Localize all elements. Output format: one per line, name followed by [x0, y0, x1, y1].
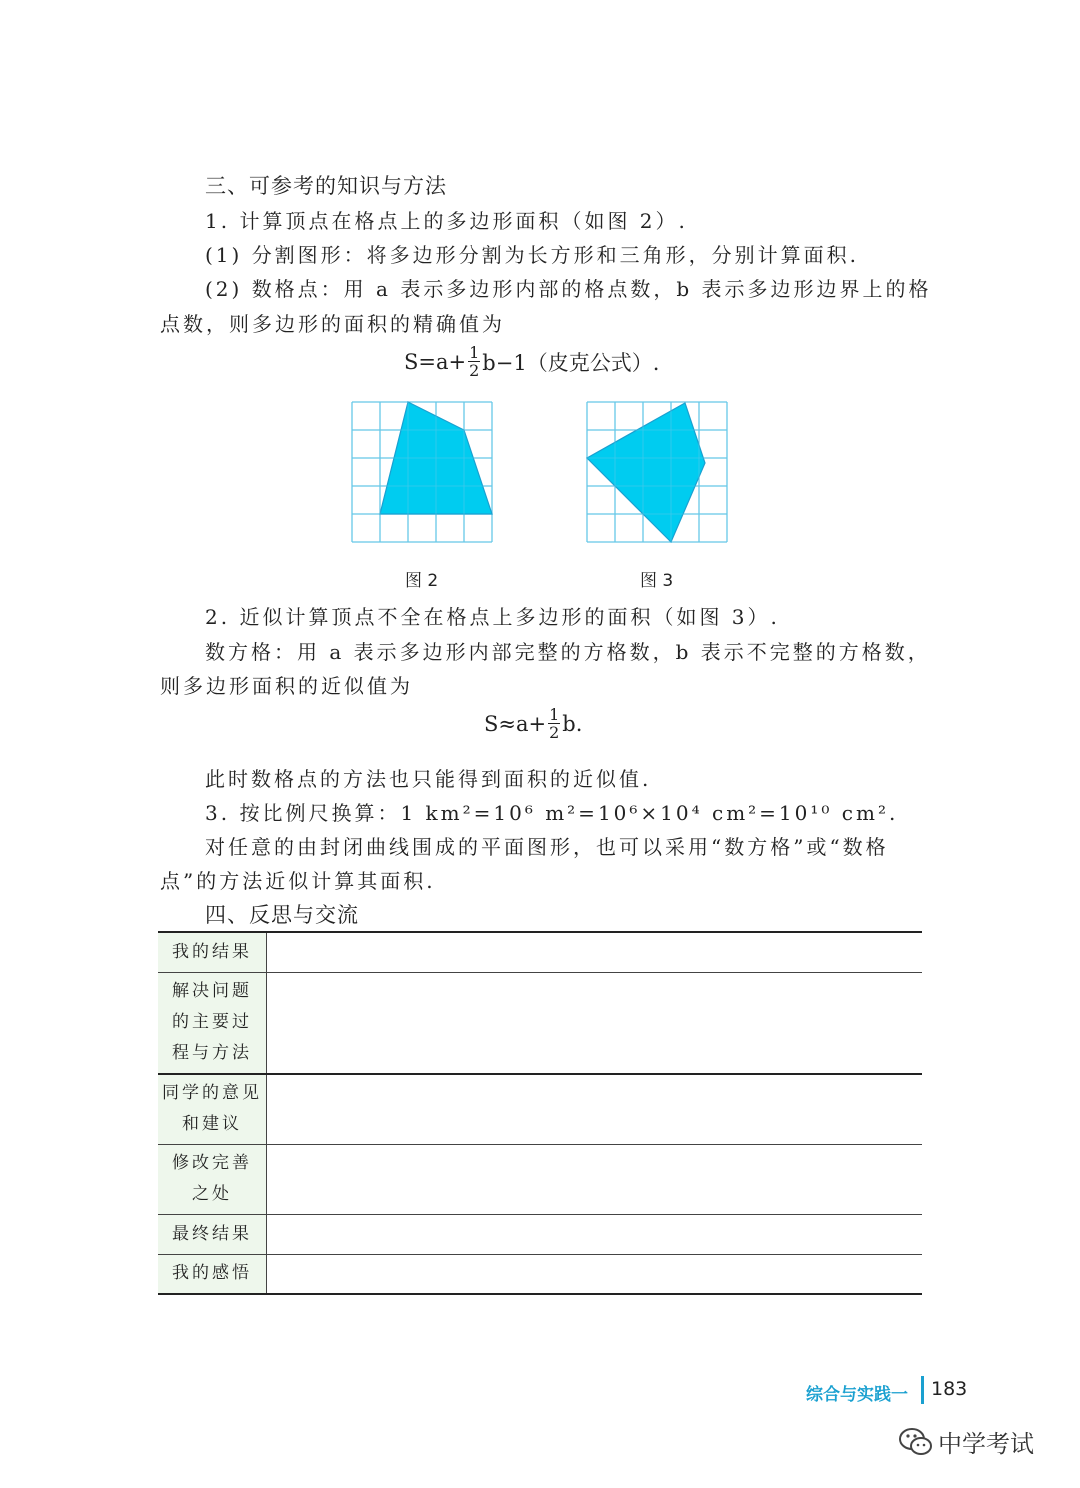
pick-formula-numerator: 1	[469, 343, 480, 362]
item1-sub2-line2: 点数，则多边形的面积的精确值为	[160, 312, 505, 336]
row-label-reflection: 我的感悟	[158, 1254, 267, 1294]
row-answer-final-result[interactable]	[267, 1214, 923, 1254]
pick-formula-rhs: b−1（皮克公式）.	[482, 350, 660, 375]
footer-divider	[921, 1376, 924, 1404]
item1-sub1-text: (1) 分割图形：将多边形分割为长方形和三角形，分别计算面积.	[205, 243, 860, 267]
page-number: 183	[931, 1378, 968, 1400]
figure-3-polygon	[587, 403, 705, 542]
closing-line2: 点”的方法近似计算其面积.	[160, 869, 436, 893]
figure-2-caption: 图 2	[405, 571, 439, 591]
item1-text: 1. 计算顶点在格点上的多边形面积（如图 2）.	[205, 209, 688, 233]
approx-formula-denominator: 2	[549, 723, 560, 742]
row-label-my-result: 我的结果	[158, 932, 267, 972]
figure-2-grid	[350, 400, 494, 544]
figure-3-caption: 图 3	[640, 571, 674, 591]
table-row	[158, 1214, 922, 1254]
watermark	[898, 1424, 1034, 1459]
row-label-peer-feedback: 同学的意见和建议	[158, 1074, 267, 1144]
item2-text: 2. 近似计算顶点不全在格点上多边形的面积（如图 3）.	[205, 605, 780, 629]
approx-formula	[484, 706, 582, 741]
section3-heading: 三、可参考的知识与方法	[205, 174, 447, 198]
item2-note: 此时数格点的方法也只能得到面积的近似值.	[205, 767, 652, 791]
item3-text: 3. 按比例尺换算：1 km²=10⁶ m²=10⁶×10⁴ cm²=10¹⁰ cm².	[205, 801, 899, 825]
item2-line2: 则多边形面积的近似值为	[160, 674, 413, 698]
pick-formula-denominator: 2	[469, 361, 480, 380]
row-answer-my-result[interactable]	[267, 932, 923, 972]
table-row	[158, 1144, 922, 1214]
row-answer-process[interactable]	[267, 972, 923, 1074]
table-row	[158, 932, 922, 972]
table-row	[158, 972, 922, 1074]
item2-line1: 数方格：用 a 表示多边形内部完整的方格数，b 表示不完整的方格数，	[205, 640, 931, 664]
row-answer-peer-feedback[interactable]	[267, 1074, 923, 1144]
approx-formula-rhs: b.	[562, 711, 583, 736]
reflection-table	[158, 931, 922, 1295]
row-answer-improvements[interactable]	[267, 1144, 923, 1214]
footer-section-name: 综合与实践一	[806, 1385, 908, 1405]
pick-formula-fraction	[468, 344, 480, 379]
approx-formula-fraction	[548, 706, 560, 741]
pick-formula	[404, 344, 659, 379]
pick-formula-lhs: S=a+	[404, 349, 467, 374]
row-label-improvements: 修改完善之处	[158, 1144, 267, 1214]
table-row	[158, 1074, 922, 1144]
row-answer-reflection[interactable]	[267, 1254, 923, 1294]
table-row	[158, 1254, 922, 1294]
row-label-final-result: 最终结果	[158, 1214, 267, 1254]
item1-sub2-line1: (2) 数格点：用 a 表示多边形内部的格点数，b 表示多边形边界上的格	[205, 277, 932, 301]
wechat-icon	[898, 1427, 934, 1457]
figure-3-grid	[585, 400, 729, 544]
watermark-text: 中学考试	[938, 1430, 1034, 1458]
approx-formula-numerator: 1	[549, 705, 560, 724]
closing-line1: 对任意的由封闭曲线围成的平面图形，也可以采用“数方格”或“数格	[205, 835, 889, 859]
approx-formula-lhs: S≈a+	[484, 711, 547, 736]
section4-heading: 四、反思与交流	[205, 903, 359, 927]
row-label-process: 解决问题的主要过程与方法	[158, 972, 267, 1074]
